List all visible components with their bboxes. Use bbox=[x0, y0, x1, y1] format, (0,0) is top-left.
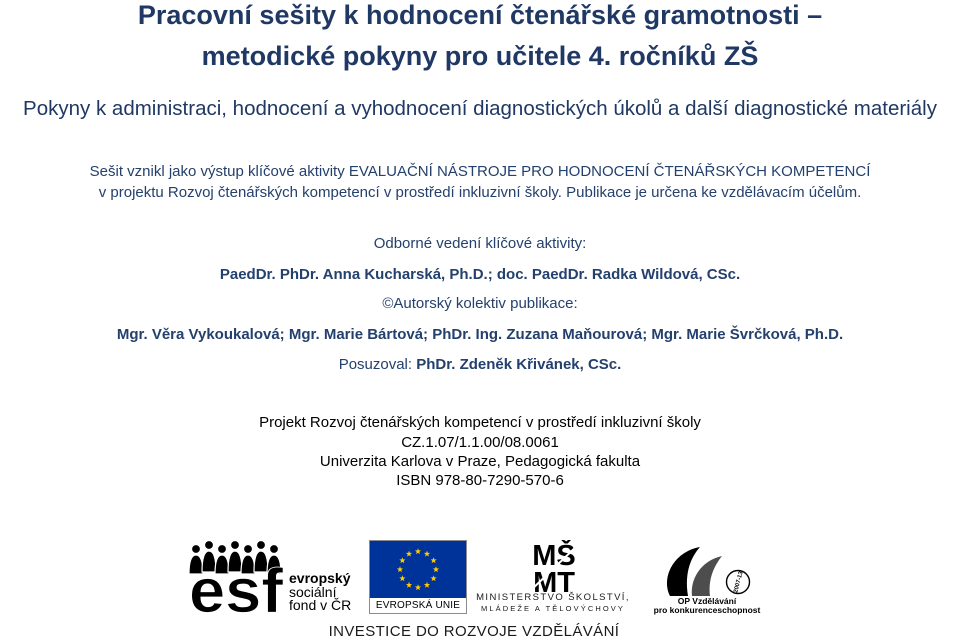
document-title-line-1: Pracovní sešity k hodnocení čtenářské gramotnosti – bbox=[137, 0, 823, 30]
authors-label: ©Autorský kolektiv publikace: bbox=[382, 295, 578, 312]
msmt-logo bbox=[514, 540, 594, 594]
op-figure-shape bbox=[692, 556, 722, 596]
esf-caption-line-2: sociální bbox=[289, 583, 337, 600]
esf-caption-line-3: fond v ČR bbox=[289, 597, 352, 613]
esf-caption-line-1: evropský bbox=[289, 570, 351, 586]
reviewer-line bbox=[0, 356, 960, 374]
intro-line-2: v projektu Rozvoj čtenářských kompetencí v prostředí inkluzivní školy. Publikace je určena ke vzdělávacím účelům. bbox=[98, 184, 862, 201]
document-subtitle: Pokyny k administraci, hodnocení a vyhodnocení diagnostických úkolů a další diagnostické materiály bbox=[23, 97, 937, 120]
msmt-monogram-bottom: MT bbox=[533, 567, 575, 594]
op-badge-years: 2007-13 bbox=[733, 570, 745, 594]
msmt-monogram-top: MŠ bbox=[532, 540, 576, 572]
eu-caption: EVROPSKÁ UNIE bbox=[375, 600, 461, 611]
supervision-label: Odborné vedení klíčové aktivity: bbox=[373, 235, 587, 252]
project-registration: CZ.1.07/1.1.00/08.0061 bbox=[401, 434, 559, 451]
op-caption-line-1: OP Vzdělávání bbox=[677, 596, 737, 606]
op-vzdelavani-logo bbox=[648, 541, 766, 597]
msmt-caption-line-2: MLÁDEŽE A TĚLOVÝCHOVY bbox=[481, 604, 625, 613]
eu-logo bbox=[369, 540, 467, 614]
esf-mark: esf bbox=[189, 557, 284, 614]
supervision-names: PaedDr. PhDr. Anna Kucharská, Ph.D.; doc. PaedDr. Radka Wildová, CSc. bbox=[219, 266, 741, 283]
footer-slogan: INVESTICE DO ROZVOJE VZDĚLÁVÁNÍ bbox=[328, 623, 620, 639]
msmt-caption-line-1: MINISTERSTVO ŠKOLSTVÍ, bbox=[476, 592, 630, 603]
intro-line-1: Sešit vznikl jako výstup klíčové aktivity EVALUAČNÍ NÁSTROJE PRO HODNOCENÍ ČTENÁŘSKÝCH KOMPETENCÍ bbox=[89, 163, 871, 180]
reviewer-label: Posuzoval: bbox=[338, 356, 413, 373]
op-caption-line-2: pro konkurenceschopnost bbox=[653, 605, 761, 615]
document-title-line-2: metodické pokyny pro učitele 4. ročníků ZŠ bbox=[201, 41, 759, 71]
authors-names: Mgr. Věra Vykoukalová; Mgr. Marie Bártová; PhDr. Ing. Zuzana Maňourová; Mgr. Marie Švrčková, Ph.D. bbox=[116, 326, 844, 343]
project-isbn: ISBN 978-80-7290-570-6 bbox=[396, 472, 564, 489]
project-institution: Univerzita Karlova v Praze, Pedagogická fakulta bbox=[319, 453, 641, 470]
reviewer-name: PhDr. Zdeněk Křivánek, CSc. bbox=[416, 356, 622, 373]
op-caption bbox=[648, 597, 766, 615]
project-name: Projekt Rozvoj čtenářských kompetencí v prostředí inkluzivní školy bbox=[259, 414, 701, 431]
eu-flag bbox=[370, 541, 466, 598]
esf-caption bbox=[289, 572, 351, 613]
esf-logo bbox=[188, 540, 288, 614]
